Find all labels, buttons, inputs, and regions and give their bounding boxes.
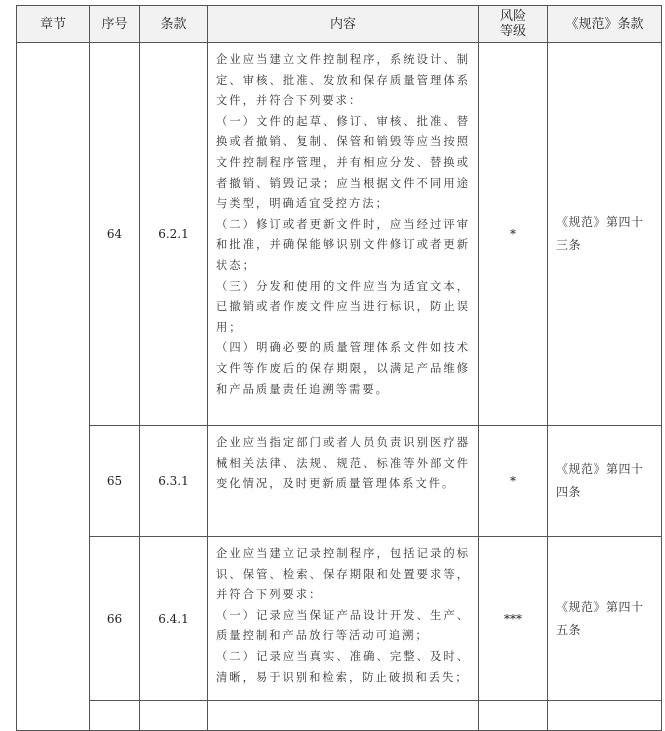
table-row: [17, 43, 662, 426]
row-seq: 65: [90, 426, 140, 537]
row-content: [208, 701, 479, 731]
table-header-row: [17, 6, 662, 43]
row-seq: 64: [90, 43, 140, 426]
row-risk-level: *: [479, 426, 548, 537]
row-clause: 6.2.1: [140, 43, 208, 426]
header-risk-line1: 风险: [499, 9, 526, 24]
row-clause: 6.4.1: [140, 537, 208, 701]
content-paragraph: 企业应当建立记录控制程序，包括记录的标识、保管、检索、保存期限和处置要求等，并符合下列要求：: [216, 547, 470, 602]
header-clause: 条款: [140, 6, 208, 43]
content-paragraph: （一）记录应当保证产品设计开发、生产、质量控制和产品放行等活动可追溯；: [216, 608, 470, 643]
content-paragraph: （一）文件的起草、修订、审核、批准、替换或者撤销、复制、保管和销毁等应当按照文件控制程序管理，并有相应分发、替换或者撤销、销毁记录；应当根据文件不同用途与类型，明确适宜受控方法；: [216, 114, 470, 211]
row-spec-ref: 《规范》第四十四条: [548, 426, 662, 537]
table-row-partial: [17, 701, 662, 731]
row-spec-ref: 《规范》第四十三条: [548, 43, 662, 426]
row-clause: [140, 701, 208, 731]
content-paragraph: （四）明确必要的质量管理体系文件如技术文件等作废后的保存期限，以满足产品维修和产品质量责任追溯等需要。: [216, 341, 470, 396]
content-paragraph: 企业应当指定部门或者人员负责识别医疗器械相关法律、法规、规范、标准等外部文件变化情况，及时更新质量管理体系文件。: [216, 436, 470, 491]
regulation-table: [16, 5, 662, 731]
row-content: [208, 537, 479, 701]
row-risk-level: *: [479, 43, 548, 426]
row-risk-level: [479, 701, 548, 731]
row-clause: 6.3.1: [140, 426, 208, 537]
content-paragraph: （三）分发和使用的文件应当为适宜文本，已撤销或者作废文件应当进行标识，防止误用；: [216, 279, 470, 334]
table-row: [17, 537, 662, 701]
content-paragraph: （二）记录应当真实、准确、完整、及时、清晰，易于识别和检索，防止破损和丢失；: [216, 649, 470, 684]
row-content: [208, 43, 479, 426]
header-content: 内容: [208, 6, 479, 43]
header-spec-clause: 《规范》条款: [548, 6, 662, 43]
content-paragraph: 企业应当建立文件控制程序，系统设计、制定、审核、批准、发放和保存质量管理体系文件，并符合下列要求：: [216, 53, 470, 108]
header-chapter: 章节: [17, 6, 90, 43]
table-row: [17, 426, 662, 537]
row-seq: 66: [90, 537, 140, 701]
row-seq: [90, 701, 140, 731]
content-paragraph: （二）修订或者更新文件时，应当经过评审和批准，并确保能够识别文件修订或者更新状态；: [216, 217, 470, 272]
header-risk-level: [479, 6, 548, 43]
row-spec-ref: 《规范》第四十五条: [548, 537, 662, 701]
row-risk-level: ***: [479, 537, 548, 701]
row-spec-ref: [548, 701, 662, 731]
row-content: [208, 426, 479, 537]
header-risk-line2: 等级: [499, 24, 526, 39]
header-seq: 序号: [90, 6, 140, 43]
chapter-cell: [17, 43, 90, 731]
